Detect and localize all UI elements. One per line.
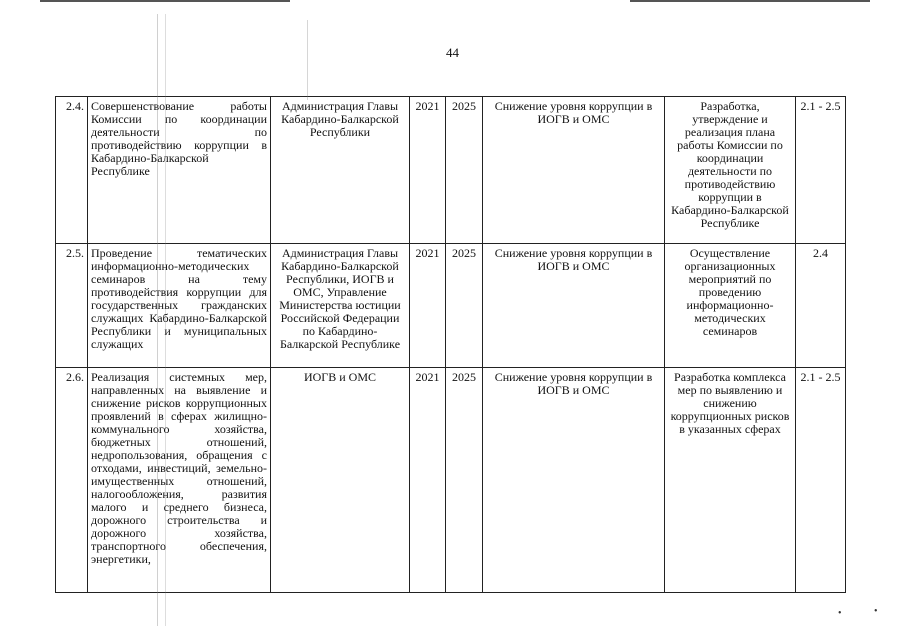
page-number: 44 (446, 45, 459, 60)
executor-cell: Администрация Главы Кабардино-Балкарской Республики, ИОГВ и ОМС, Управление Министерства юстиции Российской Федерации по Кабардино-Балкарской Республике (271, 244, 410, 368)
table-row (56, 97, 846, 244)
scan-fold-line (165, 14, 166, 626)
table-row (56, 368, 846, 593)
measure-cell: Реализация системных мер, направленных на выявление и снижение рисков коррупционных проявлений в сферах жилищно-коммунального хозяйства, бюджетных отношений, недропользования, обращения с отходами, инвестиций, земельно-имущественных отношений, налогообложения, развития малого и среднего бизнеса, дорожного строительства и дорожного хозяйства, транспортного обеспечения, энергетики, (88, 368, 271, 593)
start-year-cell: 2021 (410, 97, 446, 244)
executor-cell: ИОГВ и ОМС (271, 368, 410, 593)
result-cell: Разработка комплекса мер по выявлению и снижению коррупционных рисков в указанных сферах (665, 368, 796, 593)
start-year-cell: 2021 (410, 368, 446, 593)
scan-fold-line (157, 14, 158, 626)
scan-top-line-left (40, 0, 290, 2)
table-row (56, 244, 846, 368)
start-year-cell: 2021 (410, 244, 446, 368)
link-cell: 2.4 (796, 244, 846, 368)
result-cell: Разработка, утверждение и реализация плана работы Комиссии по координации деятельности по противодействию коррупции в Кабардино-Балкарской Республике (665, 97, 796, 244)
row-number: 2.5. (56, 244, 88, 368)
row-number: 2.6. (56, 368, 88, 593)
goal-cell: Снижение уровня коррупции в ИОГВ и ОМС (483, 244, 665, 368)
action-plan-table (55, 96, 846, 593)
result-cell: Осуществление организационных мероприятий по проведению информационно-методических семинаров (665, 244, 796, 368)
link-cell: 2.1 - 2.5 (796, 97, 846, 244)
executor-cell: Администрация Главы Кабардино-Балкарской Республики (271, 97, 410, 244)
end-year-cell: 2025 (446, 368, 483, 593)
scan-fold-line (307, 20, 308, 100)
link-cell: 2.1 - 2.5 (796, 368, 846, 593)
measure-cell: Проведение тематических информационно-методических семинаров на тему противодействия коррупции для государственных гражданских служащих Кабардино-Балкарской Республики и муниципальных служащих (88, 244, 271, 368)
measure-cell: Совершенствование работы Комиссии по координации деятельности по противодействию коррупции в Кабардино-Балкарской Республике (88, 97, 271, 244)
scan-top-line-right (630, 0, 870, 2)
scan-speck: • (838, 608, 842, 619)
goal-cell: Снижение уровня коррупции в ИОГВ и ОМС (483, 368, 665, 593)
end-year-cell: 2025 (446, 97, 483, 244)
row-number: 2.4. (56, 97, 88, 244)
goal-cell: Снижение уровня коррупции в ИОГВ и ОМС (483, 97, 665, 244)
end-year-cell: 2025 (446, 244, 483, 368)
scan-speck: • (874, 606, 878, 617)
